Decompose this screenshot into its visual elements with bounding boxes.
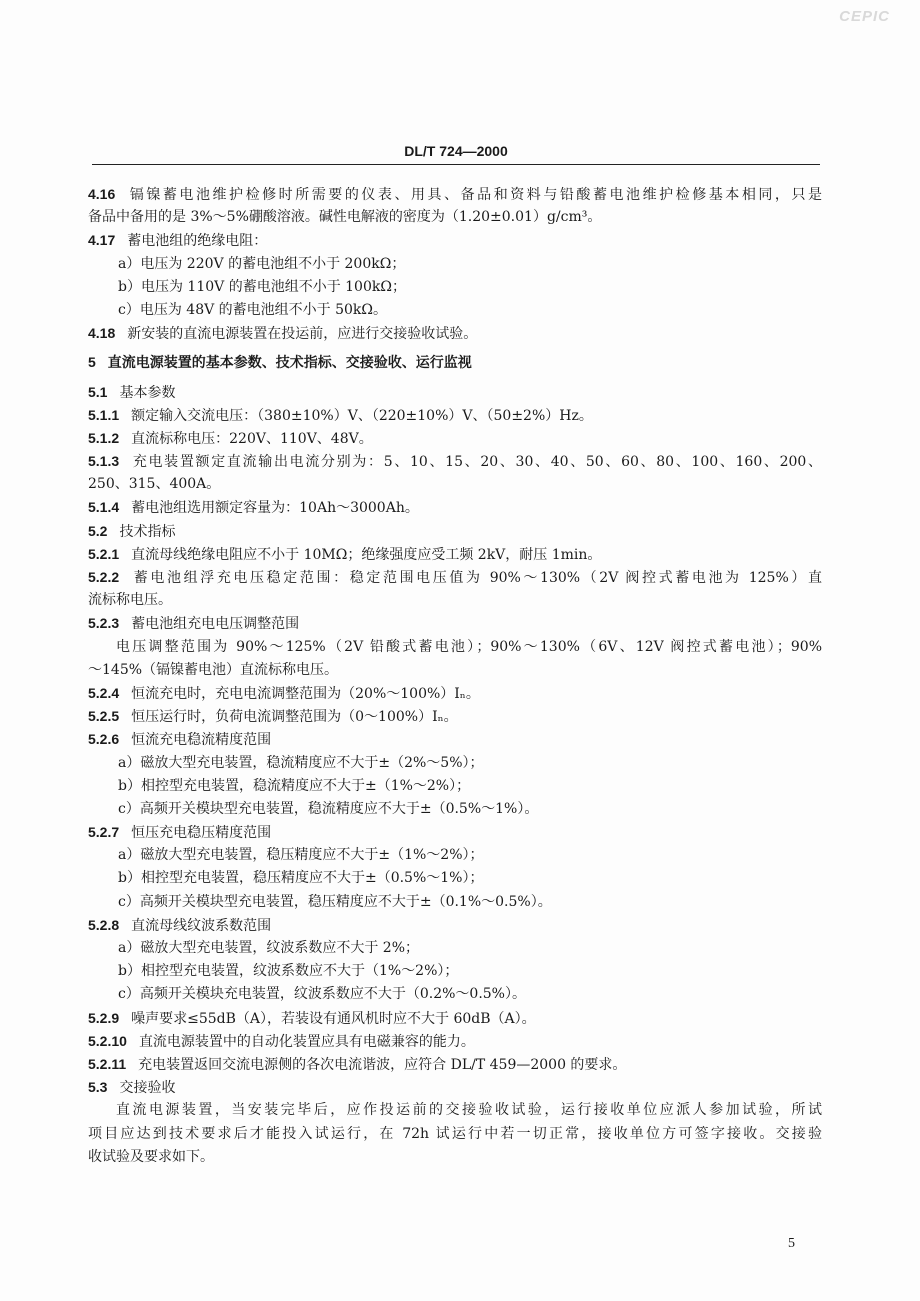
- list-item-a: a）电压为 220V 的蓄电池组不小于 200kΩ；: [118, 255, 406, 272]
- clause-5-1-3-line1: 5.1.3 充电装置额定直流输出电流分别为：5、10、15、20、30、40、50、60、80、100、160、200、: [88, 453, 822, 471]
- clause-5-1-4: 5.1.4 蓄电池组选用额定容量为：10Ah～3000Ah。: [88, 499, 419, 517]
- clause-5-2-11: 5.2.11 充电装置返回交流电源侧的各次电流谐波，应符合 DL/T 459—2000 的要求。: [88, 1055, 627, 1073]
- para-4-16-line2: 备品中备用的是 3%～5%硼酸溶液。碱性电解液的密度为（1.20±0.01）g/cm³。: [88, 209, 602, 226]
- clause-5-2-6: 5.2.6 恒流充电稳流精度范围: [88, 731, 272, 749]
- clause-5-3-body-line3: 收试验及要求如下。: [88, 1148, 214, 1165]
- clause-4-18: 4.18 新安装的直流电源装置在投运前，应进行交接验收试验。: [88, 325, 478, 343]
- clause-5-3-body-line2: 项目应达到技术要求后才能投入试运行，在 72h 试运行中若一切正常，接收单位方可签字接收。交接验: [88, 1125, 822, 1142]
- clause-5-2-4: 5.2.4 恒流充电时，充电电流调整范围为（20%～100%）Iₙ。: [88, 684, 480, 702]
- clause-5-2-5: 5.2.5 恒压运行时，负荷电流调整范围为（0～100%）Iₙ。: [88, 708, 458, 726]
- list-item-b: b）相控型充电装置，稳压精度应不大于±（0.5%～1%）；: [118, 870, 484, 887]
- clause-5-2-10: 5.2.10 直流电源装置中的自动化装置应具有电磁兼容的能力。: [88, 1032, 475, 1050]
- clause-5-2-2-line2: 流标称电压。: [88, 592, 172, 609]
- list-item-c: c）高频开关模块型充电装置，稳流精度应不大于±（0.5%～1%）。: [118, 800, 539, 817]
- clause-5-1: 5.1 基本参数: [88, 383, 176, 401]
- header-divider: [92, 164, 820, 165]
- list-item-a: a）磁放大型充电装置，稳流精度应不大于±（2%～5%）；: [118, 754, 484, 771]
- clause-5-2-9: 5.2.9 噪声要求≤55dB（A），若装设有通风机时应不大于 60dB（A）。: [88, 1009, 536, 1027]
- list-item-c: c）电压为 48V 的蓄电池组不小于 50kΩ。: [118, 301, 388, 318]
- page-number: 5: [788, 1236, 795, 1251]
- section-5-title: 5 直流电源装置的基本参数、技术指标、交接验收、运行监视: [88, 354, 472, 372]
- clause-5-1-2: 5.1.2 直流标称电压：220V、110V、48V。: [88, 429, 373, 447]
- document-body: [88, 183, 822, 1169]
- para-4-16-line1: 4.16 镉镍蓄电池维护检修时所需要的仪表、用具、备品和资料与铅酸蓄电池维护检修基本相同，只是: [88, 186, 822, 203]
- clause-5-2-3-body-line1: 电压调整范围为 90%～125%（2V 铅酸式蓄电池）；90%～130%（6V、12V 阀控式蓄电池）；90%: [116, 638, 822, 655]
- list-item-a: a）磁放大型充电装置，纹波系数应不大于 2%；: [118, 940, 420, 956]
- clause-5-2-3-body-line2: ～145%（镉镍蓄电池）直流标称电压。: [88, 661, 339, 678]
- clause-5-3: 5.3 交接验收: [88, 1079, 176, 1097]
- clause-5-2-3: 5.2.3 蓄电池组充电电压调整范围: [88, 615, 300, 633]
- list-item-b: b）电压为 110V 的蓄电池组不小于 100kΩ；: [118, 278, 406, 295]
- clause-4-17: 4.17 蓄电池组的绝缘电阻：: [88, 232, 268, 250]
- clause-5-2-8: 5.2.8 直流母线纹波系数范围: [88, 916, 272, 934]
- list-item-b: b）相控型充电装置，稳流精度应不大于±（1%～2%）；: [118, 777, 471, 794]
- list-item-c: c）高频开关模块充电装置，纹波系数应不大于（0.2%～0.5%）。: [118, 986, 526, 1003]
- list-item-b: b）相控型充电装置，纹波系数应不大于（1%～2%）；: [118, 963, 459, 980]
- clause-5-3-body-line1: 直流电源装置，当安装完毕后，应作投运前的交接验收试验，运行接收单位应派人参加试验，所试: [116, 1102, 822, 1119]
- clause-5-1-1: 5.1.1 额定输入交流电压：（380±10%）V、（220±10%）V、（50±2%）Hz。: [88, 406, 593, 424]
- list-item-a: a）磁放大型充电装置，稳压精度应不大于±（1%～2%）；: [118, 847, 484, 864]
- clause-5-2-1: 5.2.1 直流母线绝缘电阻应不小于 10MΩ；绝缘强度应受工频 2kV，耐压 1min。: [88, 545, 602, 563]
- watermark-logo: CEPIC: [839, 8, 890, 25]
- clause-5-2-2-line1: 5.2.2 蓄电池组浮充电压稳定范围：稳定范围电压值为 90%～130%（2V 阀控式蓄电池为 125%）直: [88, 569, 822, 586]
- clause-5-1-3-line2: 250、315、400A。: [88, 476, 221, 493]
- clause-5-2: 5.2 技术指标: [88, 522, 176, 540]
- clause-5-2-7: 5.2.7 恒压充电稳压精度范围: [88, 824, 272, 842]
- list-item-c: c）高频开关模块型充电装置，稳压精度应不大于±（0.1%～0.5%）。: [118, 893, 552, 910]
- page-header-code: DL/T 724—2000: [404, 143, 508, 159]
